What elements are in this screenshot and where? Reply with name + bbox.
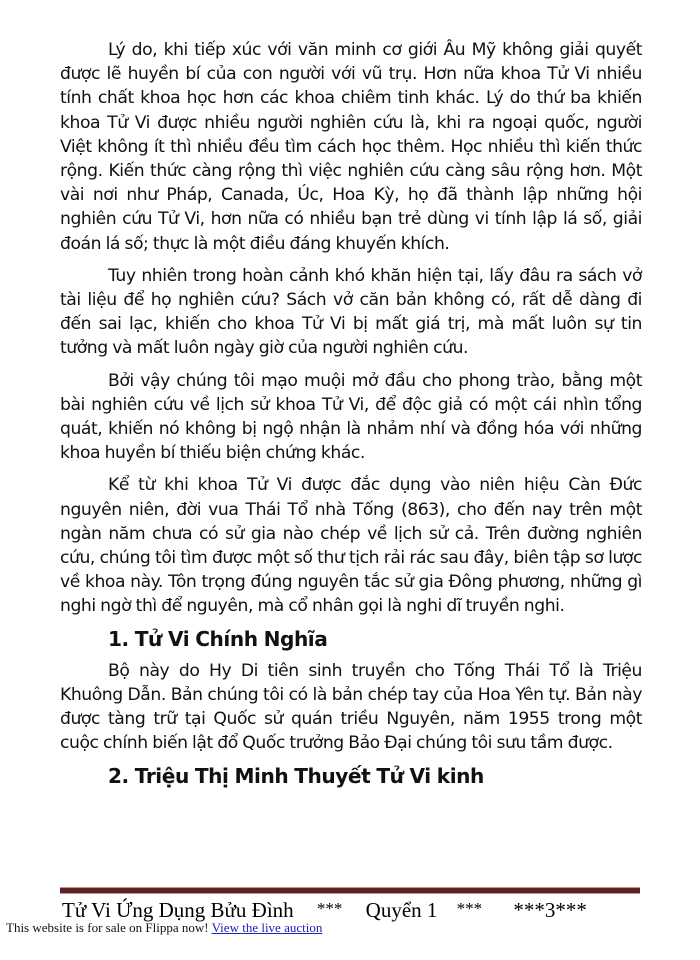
sale-notice-text: This website is for sale on Flippa now! bbox=[6, 920, 212, 935]
paragraph-purpose: Bởi vậy chúng tôi mạo muội mở đầu cho phong trào, bằng một bài nghiên cứu về lịch sử khoa Tử Vi, để độc giả có một cái nhìn tổng quát, khiến nó không bị ngộ nhận là nhảm nhí và đồng hóa với những khoa huyền bí thiếu biện chứng khác. bbox=[60, 370, 642, 464]
document-body bbox=[60, 38, 642, 796]
section-1-paragraph: Bộ này do Hy Di tiên sinh truyền cho Tống Thái Tổ là Triệu Khuông Dẫn. Bản chúng tôi có là bản chép tay của Hoa Yên tự. Bản này được tàng trữ tại Quốc sử quán triều Nguyên, năm 1955 trong một cuộc chính biến lật đổ Quốc trưởng Bảo Đại chúng tôi sưu tầm được. bbox=[60, 660, 642, 754]
section-heading-1: 1. Tử Vi Chính Nghĩa bbox=[108, 626, 328, 651]
footer-page-number: ***3*** bbox=[513, 898, 587, 922]
footer-book-title: Tử Vi Ứng Dụng Bửu Đình bbox=[62, 898, 294, 922]
section-heading-2: 2. Triệu Thị Minh Thuyết Tử Vi kinh bbox=[108, 763, 484, 788]
footer-divider bbox=[60, 887, 640, 894]
paragraph-history: Kể từ khi khoa Tử Vi được đắc dụng vào niên hiệu Càn Đức nguyên niên, đời vua Thái Tổ nhà Tống (863), cho đến nay trên một ngàn năm chưa có sử gia nào chép về lịch sử cả. Trên đường nghiên cứu, chúng tôi tìm được một số thư tịch rải rác sau đây, biên tập sơ lược về khoa này. Tôn trọng đúng nguyên tắc sử gia Đông phương, những gì nghi ngờ thì để nguyên, mà cổ nhân gọi là nghi dĩ truyền nghi. bbox=[60, 475, 642, 617]
page-footer bbox=[62, 896, 662, 923]
footer-separator: *** bbox=[456, 899, 483, 918]
footer-volume: Quyển 1 bbox=[365, 898, 438, 922]
view-auction-link[interactable]: View the live auction bbox=[211, 920, 323, 935]
paragraph-intro: Lý do, khi tiếp xúc với văn minh cơ giới Âu Mỹ không giải quyết được lẽ huyền bí của con người với vũ trụ. Hơn nữa khoa Tử Vi nhiều tính chất khoa học hơn các khoa chiêm tinh khác. Lý do thứ ba khiến khoa Tử Vi được nhiều người nghiên cứu là, khi ra ngoại quốc, người Việt không ít thì nhiều đều tìm cách học thêm. Học nhiều thì kiến thức rộng. Kiến thức càng rộng thì việc nghiên cứu càng sâu rộng hơn. Một vài nơi như Pháp, Canada, Úc, Hoa Kỳ, họ đã thành lập những hội nghiên cứu Tử Vi, hơn nữa có nhiều bạn trẻ dùng vi tính lập lá số, giải đoán lá số; thực là một điều đáng khuyến khích. bbox=[60, 40, 642, 254]
footer-separator: *** bbox=[316, 899, 343, 918]
paragraph-difficulty: Tuy nhiên trong hoàn cảnh khó khăn hiện tại, lấy đâu ra sách vở tài liệu để họ nghiên cứu? Sách vở căn bản không có, rất dễ dàng đi đến sai lạc, khiến cho khoa Tử Vi bị mất giá trị, mà mất luôn sự tin tưởng và mất luôn ngày giờ của người nghiên cứu. bbox=[60, 265, 642, 359]
sale-notice-banner bbox=[6, 920, 322, 936]
